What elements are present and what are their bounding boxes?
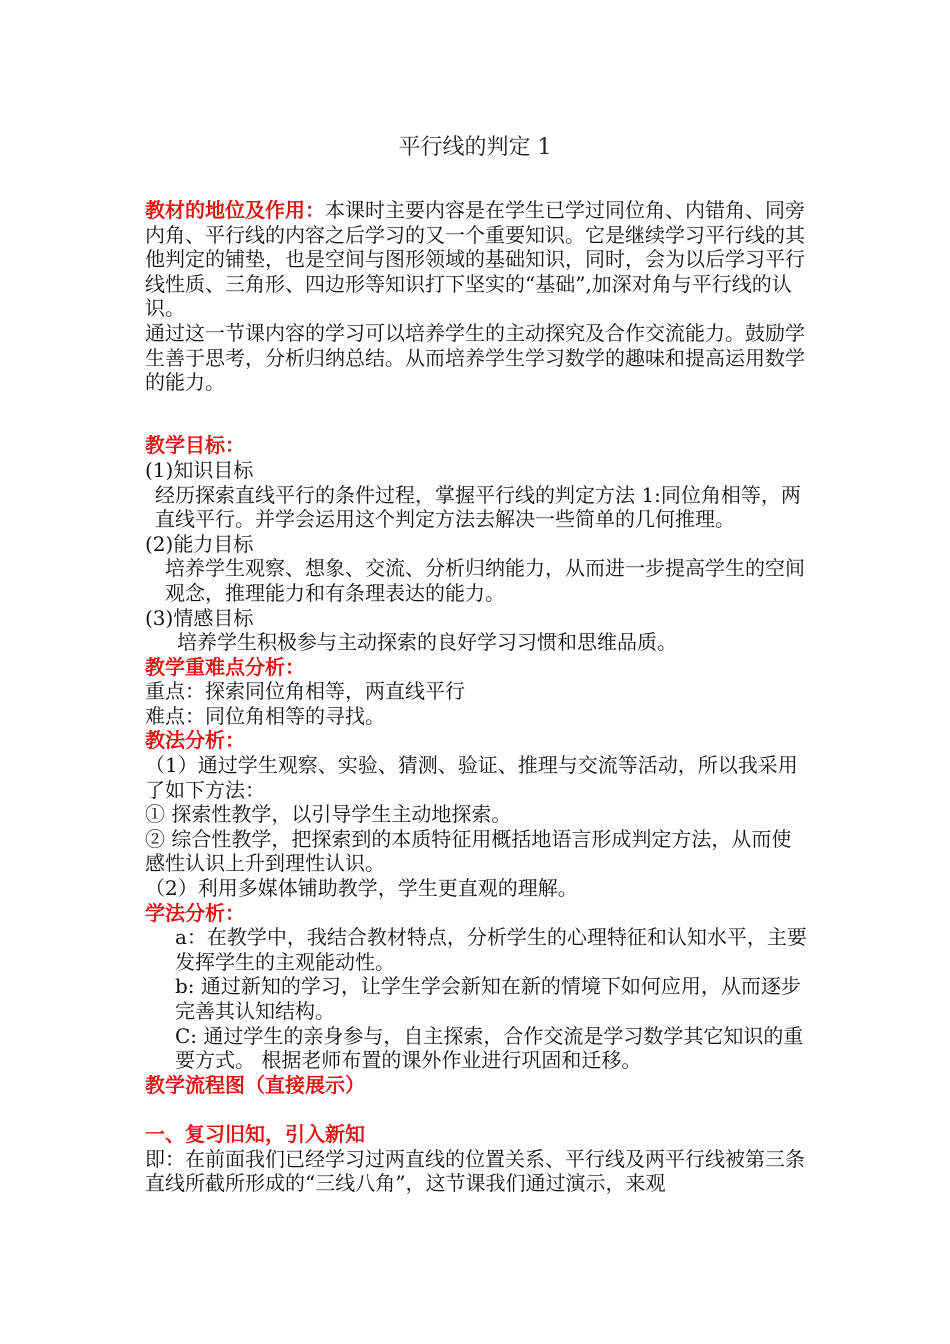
document-body [145,198,810,1196]
position-paragraph [145,198,810,321]
keypoints-heading: 教学重难点分析： [145,654,305,679]
method-item-3: （2）利用多媒体铺助教学，学生更直观的理解。 [145,876,578,901]
knowledge-goal-text: 经历探索直线平行的条件过程，掌握平行线的判定方法 1:同位角相等，两直线平行。并学会运用这个判定方法去解决一些简单的几何推理。 [155,482,801,532]
difficult-point: 难点：同位角相等的寻找。 [145,703,385,728]
study-item-c: C: 通过学生的亲身参与，自主探索，合作交流是学习数学其它知识的重要方式。 根据老师布置的课外作业进行巩固和迁移。 [175,1023,804,1073]
method-intro: （1）通过学生观察、实验、猜测、验证、推理与交流等活动，所以我采用了如下方法： [145,753,798,802]
position-heading: 教材的地位及作用： [145,198,325,222]
method-item-1: ① 探索性教学，以引导学生主动地探索。 [145,802,512,827]
method-item-2: ② 综合性教学，把探索到的本质特征用概括地语言形成判定方法，从而使感性认识上升到理性认识。 [145,826,792,876]
position-paragraph-2: 通过这一节课内容的学习可以培养学生的主动探究及合作交流能力。鼓励学生善于思考，分析归纳总结。从而培养学生学习数学的趣味和提高运用数学的能力。 [145,320,805,395]
spacer [145,1097,810,1122]
review-heading: 一、复习旧知，引入新知 [145,1121,365,1146]
page-title: 平行线的判定 1 [398,135,552,160]
emotion-goal-label: (3)情感目标 [145,605,254,630]
study-item-a: a：在教学中，我结合教材特点，分析学生的心理特征和认知水平，主要发挥学生的主观能动性。 [175,925,807,974]
review-text: 即：在前面我们已经学习过两直线的位置关系、平行线及两平行线被第三条直线所截所形成的“三线八角”，这节课我们通过演示，来观 [145,1146,805,1196]
ability-goal-label: (2)能力目标 [145,531,254,556]
goals-heading: 教学目标： [145,433,245,458]
position-text: 本课时主要内容是在学生已学过同位角、内错角、同旁内角、平行线的内容之后学习的又一个重要知识。它是继续学习平行线的其他判定的铺垫，也是空间与图形领域的基础知识，同时，会为以后学习平行线性质、三角形、四边形等知识打下坚实的“基础”,加深对角与平行线的认识。 [145,198,805,321]
knowledge-goal-label: (1)知识目标 [145,457,254,482]
spacer [145,419,810,433]
key-point: 重点：探索同位角相等，两直线平行 [145,679,465,704]
ability-goal-text: 培养学生观察、想象、交流、分析归纳能力，从而进一步提高学生的空间观念，推理能力和有条理表达的能力。 [165,556,805,605]
emotion-goal-text: 培养学生积极参与主动探索的良好学习习惯和思维品质。 [177,630,677,655]
study-heading: 学法分析： [145,900,245,925]
spacer [145,395,810,420]
flow-heading: 教学流程图（直接展示） [145,1072,365,1097]
study-item-b: b: 通过新知的学习，让学生学会新知在新的情境下如何应用，从而逐步完善其认知结构。 [175,974,801,1023]
method-heading: 教法分析： [145,728,245,753]
